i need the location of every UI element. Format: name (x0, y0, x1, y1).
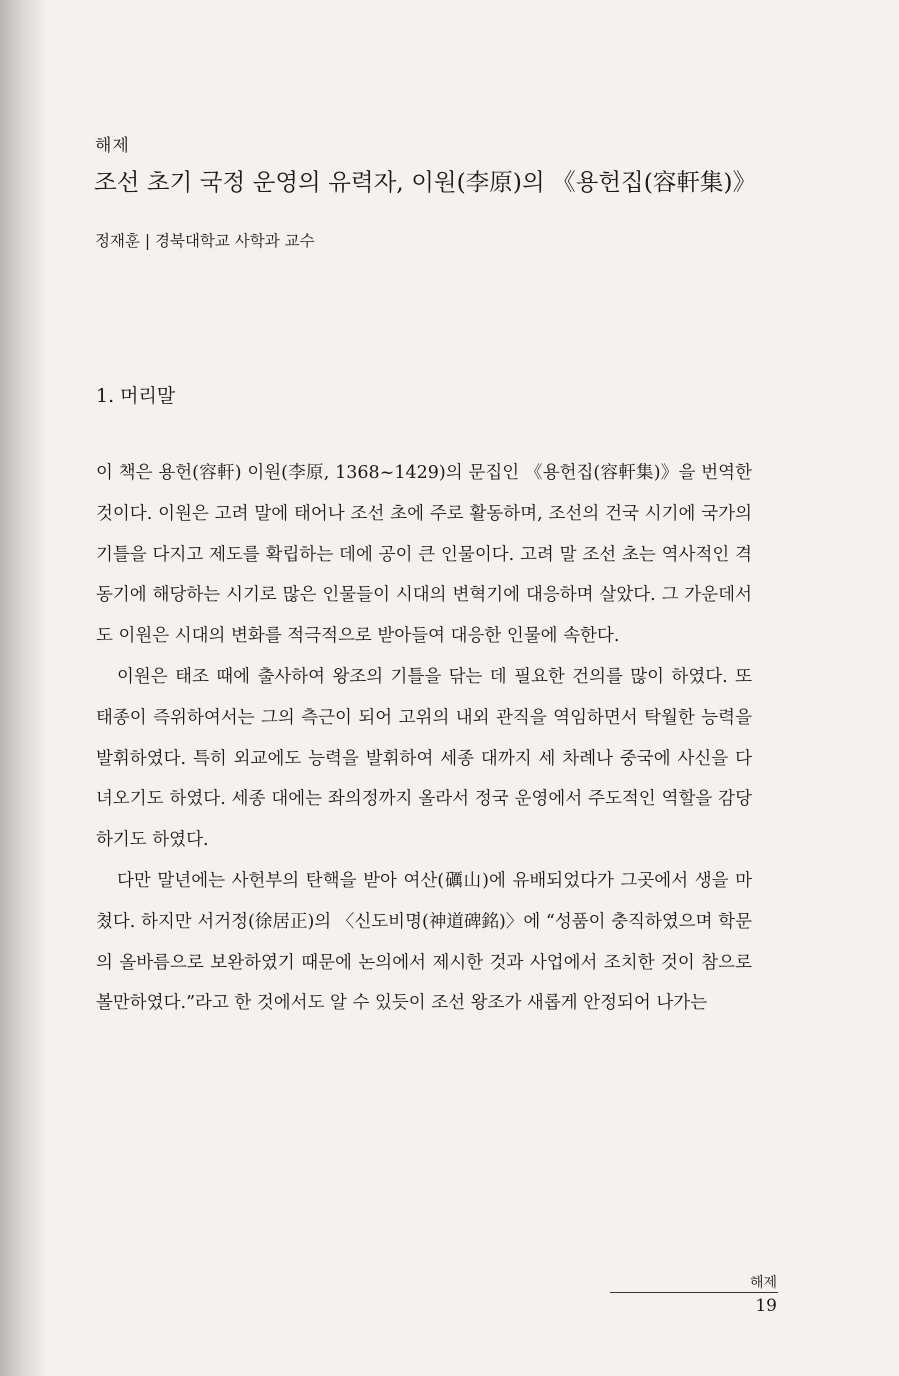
page-gutter-shadow (0, 0, 48, 1376)
footer-rule (610, 1292, 778, 1293)
paragraph: 이 책은 용헌(容軒) 이원(李原, 1368~1429)의 문집인 《용헌집(容軒集)》을 번역한 것이다. 이원은 고려 말에 태어나 조선 초에 주로 활동하며, 조선의 건국 시기에 국가의 기틀을 다지고 제도를 확립하는 데에 공이 큰 인물이다. 고려 말 조선 초는 역사적인 격동기에 해당하는 시기로 많은 인물들이 시대의 변혁기에 대응하며 살았다. 그 가운데서도 이원은 시대의 변화를 적극적으로 받아들여 대응한 인물에 속한다. (96, 463, 752, 647)
paragraph: 이원은 태조 때에 출사하여 왕조의 기틀을 닦는 데 필요한 건의를 많이 하였다. 또 태종이 즉위하여서는 그의 측근이 되어 고위의 내외 관직을 역임하면서 탁월한 능력을 발휘하였다. 특히 외교에도 능력을 발휘하여 세종 대까지 세 차례나 중국에 사신을 다녀오기도 하였다. 세종 대에는 좌의정까지 올라서 정국 운영에서 주도적인 역할을 감당하기도 하였다. (96, 666, 752, 851)
page-number: 19 (755, 1296, 777, 1316)
article-title: 조선 초기 국정 운영의 유력자, 이원(李原)의 《용헌집(容軒集)》 (94, 168, 757, 196)
author-byline: 정재훈 | 경북대학교 사학과 교수 (95, 232, 315, 250)
paragraph: 다만 말년에는 사헌부의 탄핵을 받아 여산(礪山)에 유배되었다가 그곳에서 생을 마쳤다. 하지만 서거정(徐居正)의 〈신도비명(神道碑銘)〉에 “성품이 충직하였으며 학문의 올바름으로 보완하였기 때문에 논의에서 제시한 것과 사업에서 조치한 것이 참으로 볼만하였다.”라고 한 것에서도 알 수 있듯이 조선 왕조가 새롭게 안정되어 나가는 (96, 870, 752, 1014)
section-heading: 1. 머리말 (96, 385, 176, 407)
section-label: 해제 (95, 136, 130, 156)
body-text (96, 453, 752, 1024)
running-footer-label: 해제 (749, 1275, 777, 1291)
